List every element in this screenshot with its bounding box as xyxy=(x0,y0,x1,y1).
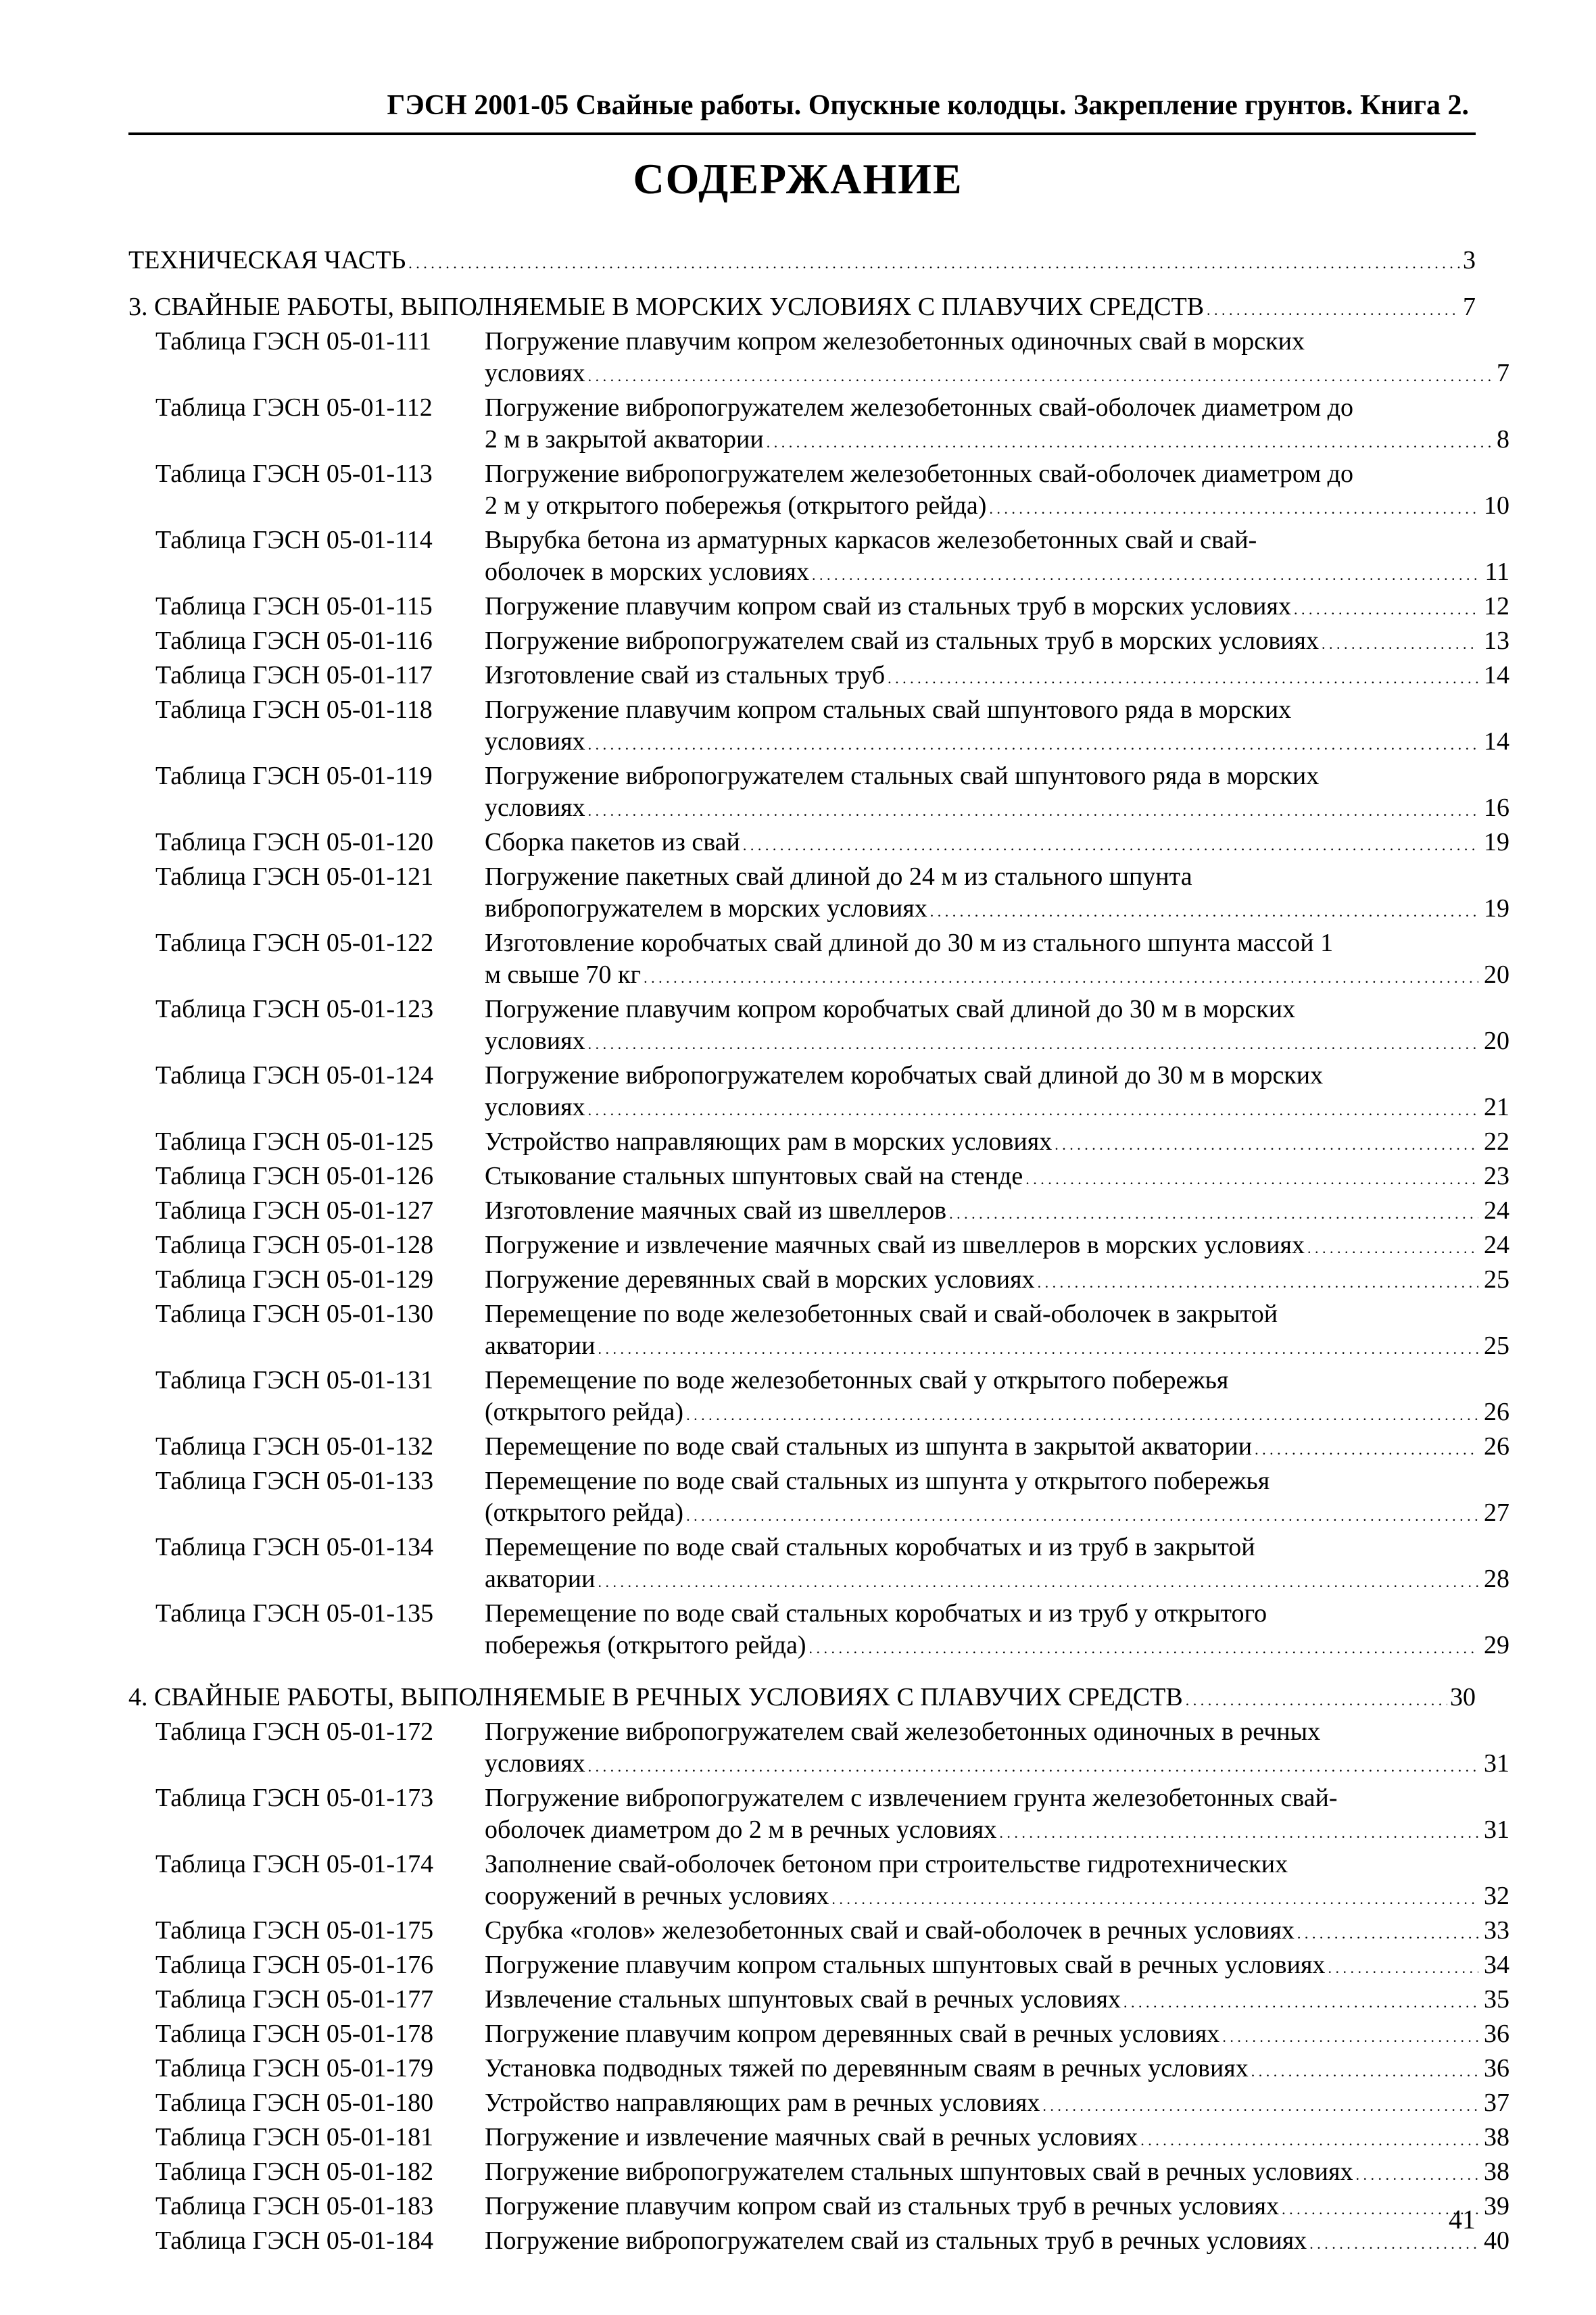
leader-dots xyxy=(1255,1431,1478,1465)
toc-page-number: 27 xyxy=(1484,1498,1509,1527)
toc-table-title-line: Перемещение по воде свай стальных коробчатых и из труб в закрытой xyxy=(485,1533,1255,1561)
toc-table-title-line: Заполнение свай-оболочек бетоном при строительстве гидротехнических xyxy=(485,1850,1288,1878)
toc-table-title-line: Погружение вибропогружателем свай из стальных труб в морских условиях xyxy=(485,627,1319,655)
toc-page-number: 29 xyxy=(1484,1631,1509,1659)
toc-table-label: Таблица ГЭСН 05-01-131 xyxy=(155,1366,434,1394)
toc-table-title-line: Погружение деревянных свай в морских условиях xyxy=(485,1265,1035,1294)
toc-table-entry[interactable] xyxy=(155,1716,1509,1782)
toc-table-entry[interactable] xyxy=(155,1598,1509,1664)
leader-dots xyxy=(989,490,1478,525)
toc-table-label: Таблица ГЭСН 05-01-113 xyxy=(155,460,433,488)
toc-table-label: Таблица ГЭСН 05-01-176 xyxy=(155,1951,434,1979)
leader-dots xyxy=(588,1092,1478,1126)
toc-section[interactable] xyxy=(128,291,1476,326)
toc-technical-part[interactable] xyxy=(128,245,1476,279)
toc-table-label: Таблица ГЭСН 05-01-115 xyxy=(155,592,433,620)
toc-sections xyxy=(0,291,1596,2260)
toc-table-description xyxy=(485,1431,1509,1465)
leader-dots xyxy=(1322,625,1478,660)
toc-table-title-line: Изготовление коробчатых свай длиной до 30 м из стального шпунта массой 1 xyxy=(485,929,1334,957)
leader-dots xyxy=(1355,2156,1478,2191)
toc-table-description xyxy=(485,1598,1509,1664)
leader-dots xyxy=(888,660,1478,694)
toc-table-label: Таблица ГЭСН 05-01-118 xyxy=(155,696,433,724)
toc-table-title-line: Погружение вибропогружателем коробчатых свай длиной до 30 м в морских xyxy=(485,1061,1324,1090)
leader-dots xyxy=(588,1748,1478,1782)
toc-table-label: Таблица ГЭСН 05-01-117 xyxy=(155,661,433,689)
toc-table-entry[interactable] xyxy=(155,392,1509,458)
leader-dots xyxy=(588,1025,1478,1060)
toc-page-number: 31 xyxy=(1484,1749,1509,1778)
toc-page-number: 28 xyxy=(1484,1565,1509,1593)
toc-table-title-line: Погружение вибропогружателем с извлечением грунта железобетонных свай- xyxy=(485,1784,1338,1812)
toc-table-label: Таблица ГЭСН 05-01-121 xyxy=(155,862,434,891)
toc-table-description xyxy=(485,392,1509,458)
toc-table-entry[interactable] xyxy=(155,994,1509,1060)
toc-table-entry[interactable] xyxy=(155,694,1509,760)
toc-table-title-line: Погружение и извлечение маячных свай из швеллеров в морских условиях xyxy=(485,1231,1305,1259)
toc-table-entry[interactable] xyxy=(155,1060,1509,1126)
toc-table-title-line: акватории xyxy=(485,1565,596,1593)
toc-page-number: 20 xyxy=(1484,960,1509,989)
running-header-text: ГЭСН 2001-05 Свайные работы. Опускные колодцы. Закрепление грунтов. Книга 2. xyxy=(387,90,1469,121)
toc-table-label: Таблица ГЭСН 05-01-127 xyxy=(155,1196,434,1225)
toc-page-number: 24 xyxy=(1484,1196,1509,1225)
toc-table-label: Таблица ГЭСН 05-01-134 xyxy=(155,1533,434,1561)
toc-page-number: 10 xyxy=(1484,491,1509,520)
toc-table-description xyxy=(485,1161,1509,1195)
toc-table-entry[interactable] xyxy=(155,458,1509,525)
toc-table-title-line: Погружение вибропогружателем свай из стальных труб в речных условиях xyxy=(485,2226,1307,2255)
toc-table-description xyxy=(485,2156,1509,2191)
toc-table-entry[interactable] xyxy=(155,1465,1509,1532)
toc-table-label: Таблица ГЭСН 05-01-178 xyxy=(155,2020,434,2048)
toc-section-title: 3. СВАЙНЫЕ РАБОТЫ, ВЫПОЛНЯЕМЫЕ В МОРСКИХ УСЛОВИЯХ С ПЛАВУЧИХ СРЕДСТВ xyxy=(128,293,1205,321)
leader-dots xyxy=(408,245,1460,279)
leader-dots xyxy=(598,1330,1478,1365)
toc-table-description xyxy=(485,625,1509,660)
page-title: СОДЕРЖАНИЕ xyxy=(633,155,963,203)
toc-table-title-line: Погружение плавучим копром деревянных свай в речных условиях xyxy=(485,2020,1220,2048)
toc-table-label: Таблица ГЭСН 05-01-174 xyxy=(155,1850,434,1878)
toc-table-label: Таблица ГЭСН 05-01-180 xyxy=(155,2089,434,2117)
toc-table-title-line: 2 м у открытого побережья (открытого рейда) xyxy=(485,491,987,520)
toc-table-title-line: Изготовление свай из стальных труб xyxy=(485,661,886,689)
toc-table-title-line: оболочек в морских условиях xyxy=(485,558,809,586)
toc-page-number: 38 xyxy=(1484,2158,1509,2186)
toc-table-entry[interactable] xyxy=(155,2191,1509,2225)
toc-page-number: 3 xyxy=(1463,246,1476,274)
toc-table-title-line: Срубка «голов» железобетонных свай и свай-оболочек в речных условиях xyxy=(485,1916,1295,1945)
toc-table-label: Таблица ГЭСН 05-01-129 xyxy=(155,1265,434,1294)
leader-dots xyxy=(1038,1264,1478,1298)
toc-table-entry[interactable] xyxy=(155,1264,1509,1298)
toc-table-description xyxy=(485,660,1509,694)
toc-table-description xyxy=(485,1126,1509,1161)
toc-page-number: 12 xyxy=(1484,592,1509,620)
toc-table-description xyxy=(485,1195,1509,1229)
toc-table-description xyxy=(485,1264,1509,1298)
toc-table-entry[interactable] xyxy=(155,1782,1509,1849)
toc-table-label: Таблица ГЭСН 05-01-173 xyxy=(155,1784,434,1812)
toc-table-description xyxy=(485,760,1509,827)
running-header xyxy=(128,87,1476,135)
toc-table-title-line: Погружение вибропогружателем железобетонных свай-оболочек диаметром до xyxy=(485,460,1354,488)
toc-table-entry[interactable] xyxy=(155,625,1509,660)
toc-table-label: Таблица ГЭСН 05-01-175 xyxy=(155,1916,434,1945)
toc-page-number: 24 xyxy=(1484,1231,1509,1259)
toc-table-title-line: м свыше 70 кг xyxy=(485,960,642,989)
toc-page-number: 30 xyxy=(1450,1683,1476,1711)
leader-dots xyxy=(949,1195,1478,1229)
toc-table-entry[interactable] xyxy=(155,326,1509,392)
toc-table-label: Таблица ГЭСН 05-01-125 xyxy=(155,1127,434,1156)
leader-dots xyxy=(1297,1915,1478,1949)
toc-table-title-line: Перемещение по воде свай стальных коробчатых и из труб у открытого xyxy=(485,1599,1267,1628)
toc-table-entry[interactable] xyxy=(155,1431,1509,1465)
toc-table-entry[interactable] xyxy=(155,1229,1509,1264)
leader-dots xyxy=(1025,1161,1478,1195)
toc-table-title-line: условиях xyxy=(485,1093,585,1121)
toc-page-number: 11 xyxy=(1484,558,1509,586)
toc-page-number: 7 xyxy=(1463,293,1476,321)
toc-table-label: Таблица ГЭСН 05-01-172 xyxy=(155,1717,434,1746)
toc-table-description xyxy=(485,2225,1509,2260)
toc-page-number: 13 xyxy=(1484,627,1509,655)
toc-table-title-line: условиях xyxy=(485,794,585,822)
toc-table-title-line: Погружение вибропогружателем железобетонных свай-оболочек диаметром до xyxy=(485,393,1354,422)
toc-table-title-line: Установка подводных тяжей по деревянным сваям в речных условиях xyxy=(485,2054,1249,2082)
toc-page-number: 25 xyxy=(1484,1332,1509,1360)
toc-table-title-line: Вырубка бетона из арматурных каркасов железобетонных свай и свай- xyxy=(485,526,1257,554)
toc-table-title-line: условиях xyxy=(485,359,585,387)
leader-dots xyxy=(588,726,1478,760)
leader-dots xyxy=(1307,1229,1478,1264)
toc-page-number: 21 xyxy=(1484,1093,1509,1121)
toc-table-entry[interactable] xyxy=(155,1532,1509,1598)
toc-table-title-line: Устройство направляющих рам в морских условиях xyxy=(485,1127,1053,1156)
toc-page-number: 33 xyxy=(1484,1916,1509,1945)
toc-page-number: 39 xyxy=(1484,2192,1509,2220)
toc-table-description xyxy=(485,2087,1509,2122)
toc-table-title-line: Извлечение стальных шпунтовых свай в речных условиях xyxy=(485,1985,1121,2014)
toc-table-title-line: Погружение и извлечение маячных свай в речных условиях xyxy=(485,2123,1138,2151)
leader-dots xyxy=(1140,2122,1478,2156)
toc-table-title-line: 2 м в закрытой акватории xyxy=(485,425,764,454)
toc-table-entry[interactable] xyxy=(155,2053,1509,2087)
toc-table-title-line: (открытого рейда) xyxy=(485,1398,684,1426)
toc-table-label: Таблица ГЭСН 05-01-133 xyxy=(155,1467,434,1495)
toc-table-label: Таблица ГЭСН 05-01-179 xyxy=(155,2054,434,2082)
toc-table-description xyxy=(485,1782,1509,1849)
toc-table-title-line: побережья (открытого рейда) xyxy=(485,1631,806,1659)
toc-page-number: 31 xyxy=(1484,1816,1509,1844)
toc-page-number: 19 xyxy=(1484,828,1509,856)
toc-table-entry[interactable] xyxy=(155,1365,1509,1431)
toc-table-title-line: Погружение плавучим копром коробчатых свай длиной до 30 м в морских xyxy=(485,995,1296,1023)
toc-table-label: Таблица ГЭСН 05-01-130 xyxy=(155,1300,434,1328)
toc-table-title-line: Перемещение по воде железобетонных свай у открытого побережья xyxy=(485,1366,1229,1394)
toc-table-label: Таблица ГЭСН 05-01-126 xyxy=(155,1162,434,1190)
toc-table-description xyxy=(485,591,1509,625)
toc-table-title-line: сооружений в речных условиях xyxy=(485,1882,829,1910)
toc-table-title-line: Погружение пакетных свай длиной до 24 м из стального шпунта xyxy=(485,862,1192,891)
leader-dots xyxy=(588,792,1478,827)
toc-table-title-line: Стыкование стальных шпунтовых свай на стенде xyxy=(485,1162,1023,1190)
toc-table-label: Таблица ГЭСН 05-01-123 xyxy=(155,995,434,1023)
toc-page-number: 34 xyxy=(1484,1951,1509,1979)
toc-table-description xyxy=(485,861,1509,927)
toc-table-description xyxy=(485,1716,1509,1782)
toc-table-entry[interactable] xyxy=(155,1161,1509,1195)
toc-table-description xyxy=(485,694,1509,760)
toc-page-number: 8 xyxy=(1497,425,1509,454)
toc-table-title-line: Сборка пакетов из свай xyxy=(485,828,740,856)
toc-table-description xyxy=(485,1915,1509,1949)
toc-table-title-line: Перемещение по воде свай стальных из шпунта у открытого побережья xyxy=(485,1467,1270,1495)
toc-table-label: Таблица ГЭСН 05-01-181 xyxy=(155,2123,434,2151)
toc-table-entry[interactable] xyxy=(155,1849,1509,1915)
leader-dots xyxy=(809,1630,1478,1664)
toc-table-title-line: акватории xyxy=(485,1332,596,1360)
toc-table-label: Таблица ГЭСН 05-01-132 xyxy=(155,1432,434,1461)
toc-table-entry[interactable] xyxy=(155,2225,1509,2260)
toc-table-description xyxy=(485,1849,1509,1915)
toc-table-description xyxy=(485,1229,1509,1264)
toc-page-number: 20 xyxy=(1484,1027,1509,1055)
toc-table-description xyxy=(485,1298,1509,1365)
toc-table-description xyxy=(485,2053,1509,2087)
toc-page-number: 35 xyxy=(1484,1985,1509,2014)
toc-table-title-line: условиях xyxy=(485,727,585,756)
toc-table-entry[interactable] xyxy=(155,525,1509,591)
toc-table-entry[interactable] xyxy=(155,760,1509,827)
toc-page-number: 36 xyxy=(1484,2020,1509,2048)
leader-dots xyxy=(1042,2087,1478,2122)
toc-table-entry[interactable] xyxy=(155,827,1509,861)
leader-dots xyxy=(588,358,1491,392)
toc-table-title-line: Перемещение по воде свай стальных из шпунта в закрытой акватории xyxy=(485,1432,1253,1461)
toc-table-description xyxy=(485,1532,1509,1598)
toc-table-title-line: условиях xyxy=(485,1749,585,1778)
toc-table-label: Таблица ГЭСН 05-01-182 xyxy=(155,2158,434,2186)
leader-dots xyxy=(1186,1682,1447,1716)
toc-page-number: 40 xyxy=(1484,2226,1509,2255)
toc-section-title: 4. СВАЙНЫЕ РАБОТЫ, ВЫПОЛНЯЕМЫЕ В РЕЧНЫХ УСЛОВИЯХ С ПЛАВУЧИХ СРЕДСТВ xyxy=(128,1683,1183,1711)
table-of-contents xyxy=(0,245,1596,2260)
toc-table-entry[interactable] xyxy=(155,2018,1509,2053)
toc-table-title-line: Погружение плавучим копром железобетонных одиночных свай в морских xyxy=(485,327,1305,356)
toc-table-label: Таблица ГЭСН 05-01-111 xyxy=(155,327,432,356)
toc-page-number: 23 xyxy=(1484,1162,1509,1190)
toc-table-label: Таблица ГЭСН 05-01-177 xyxy=(155,1985,434,2014)
toc-table-entry[interactable] xyxy=(155,1195,1509,1229)
toc-page-number: 14 xyxy=(1484,727,1509,756)
toc-table-description xyxy=(485,2191,1509,2225)
toc-table-label: Таблица ГЭСН 05-01-120 xyxy=(155,828,434,856)
toc-table-title-line: Изготовление маячных свай из швеллеров xyxy=(485,1196,947,1225)
toc-table-title-line: Погружение вибропогружателем свай железобетонных одиночных в речных xyxy=(485,1717,1321,1746)
toc-table-description xyxy=(485,1060,1509,1126)
toc-table-label: Таблица ГЭСН 05-01-128 xyxy=(155,1231,434,1259)
toc-page-number: 19 xyxy=(1484,894,1509,923)
toc-table-description xyxy=(485,994,1509,1060)
toc-table-description xyxy=(485,458,1509,525)
leader-dots xyxy=(743,827,1478,861)
toc-table-label: Таблица ГЭСН 05-01-112 xyxy=(155,393,433,422)
toc-section[interactable] xyxy=(128,1682,1476,1716)
leader-dots xyxy=(999,1814,1478,1849)
toc-table-description xyxy=(485,1365,1509,1431)
toc-page-number: 38 xyxy=(1484,2123,1509,2151)
leader-dots xyxy=(1055,1126,1478,1161)
toc-table-title-line: Устройство направляющих рам в речных условиях xyxy=(485,2089,1040,2117)
leader-dots xyxy=(1328,1949,1478,1984)
toc-table-entry[interactable] xyxy=(155,861,1509,927)
toc-page-number: 16 xyxy=(1484,794,1509,822)
leader-dots xyxy=(686,1497,1478,1532)
toc-table-entry[interactable] xyxy=(155,1126,1509,1161)
toc-table-entry[interactable] xyxy=(155,1949,1509,1984)
toc-table-title-line: Перемещение по воде железобетонных свай и свай-оболочек в закрытой xyxy=(485,1300,1278,1328)
leader-dots xyxy=(1251,2053,1478,2087)
leader-dots xyxy=(767,424,1491,458)
toc-table-label: Таблица ГЭСН 05-01-119 xyxy=(155,762,433,790)
toc-page-number: 26 xyxy=(1484,1432,1509,1461)
toc-table-description xyxy=(485,326,1509,392)
toc-table-entry[interactable] xyxy=(155,2087,1509,2122)
toc-table-label: Таблица ГЭСН 05-01-116 xyxy=(155,627,433,655)
leader-dots xyxy=(812,556,1479,591)
toc-table-label: Таблица ГЭСН 05-01-183 xyxy=(155,2192,434,2220)
toc-table-title-line: условиях xyxy=(485,1027,585,1055)
toc-table-entry[interactable] xyxy=(155,1915,1509,1949)
toc-page-number: 25 xyxy=(1484,1265,1509,1294)
leader-dots xyxy=(831,1880,1478,1915)
toc-table-title-line: оболочек диаметром до 2 м в речных условиях xyxy=(485,1816,997,1844)
leader-dots xyxy=(930,893,1478,927)
toc-table-description xyxy=(485,927,1509,994)
toc-table-label: Таблица ГЭСН 05-01-124 xyxy=(155,1061,434,1090)
toc-table-description xyxy=(485,525,1509,591)
toc-table-title-line: Погружение плавучим копром свай из стальных труб в речных условиях xyxy=(485,2192,1280,2220)
toc-table-title-line: Погружение вибропогружателем стальных шпунтовых свай в речных условиях xyxy=(485,2158,1353,2186)
toc-page-number: 32 xyxy=(1484,1882,1509,1910)
toc-table-title-line: (открытого рейда) xyxy=(485,1498,684,1527)
toc-table-title-line: Погружение плавучим копром стальных свай шпунтового ряда в морских xyxy=(485,696,1292,724)
toc-table-label: Таблица ГЭСН 05-01-135 xyxy=(155,1599,434,1628)
toc-table-entry[interactable] xyxy=(155,2122,1509,2156)
toc-technical-part-title: ТЕХНИЧЕСКАЯ ЧАСТЬ xyxy=(128,246,406,274)
leader-dots xyxy=(644,959,1478,994)
toc-table-description xyxy=(485,2122,1509,2156)
page-number: 41 xyxy=(1449,2204,1476,2235)
toc-table-description xyxy=(485,827,1509,861)
toc-table-entry[interactable] xyxy=(155,591,1509,625)
toc-table-description xyxy=(485,2018,1509,2053)
toc-table-description xyxy=(485,1984,1509,2018)
toc-page-number: 14 xyxy=(1484,661,1509,689)
toc-table-description xyxy=(485,1949,1509,1984)
toc-table-title-line: Погружение плавучим копром свай из стальных труб в морских условиях xyxy=(485,592,1291,620)
toc-table-entry[interactable] xyxy=(155,1298,1509,1365)
toc-page-number: 22 xyxy=(1484,1127,1509,1156)
toc-table-entry[interactable] xyxy=(155,1984,1509,2018)
toc-page-number: 37 xyxy=(1484,2089,1509,2117)
toc-table-entry[interactable] xyxy=(155,927,1509,994)
toc-page-number: 26 xyxy=(1484,1398,1509,1426)
toc-table-title-line: вибропогружателем в морских условиях xyxy=(485,894,927,923)
toc-table-label: Таблица ГЭСН 05-01-122 xyxy=(155,929,434,957)
toc-table-title-line: Погружение плавучим копром стальных шпунтовых свай в речных условиях xyxy=(485,1951,1326,1979)
toc-table-entry[interactable] xyxy=(155,2156,1509,2191)
toc-table-description xyxy=(485,1465,1509,1532)
leader-dots xyxy=(1222,2018,1478,2053)
toc-page-number: 36 xyxy=(1484,2054,1509,2082)
leader-dots xyxy=(1207,291,1460,326)
toc-page-number: 7 xyxy=(1497,359,1509,387)
toc-table-entry[interactable] xyxy=(155,660,1509,694)
leader-dots xyxy=(1294,591,1478,625)
toc-table-title-line: Погружение вибропогружателем стальных свай шпунтового ряда в морских xyxy=(485,762,1320,790)
leader-dots xyxy=(598,1563,1478,1598)
leader-dots xyxy=(1123,1984,1478,2018)
toc-table-label: Таблица ГЭСН 05-01-184 xyxy=(155,2226,434,2255)
leader-dots xyxy=(686,1396,1478,1431)
toc-table-label: Таблица ГЭСН 05-01-114 xyxy=(155,526,433,554)
